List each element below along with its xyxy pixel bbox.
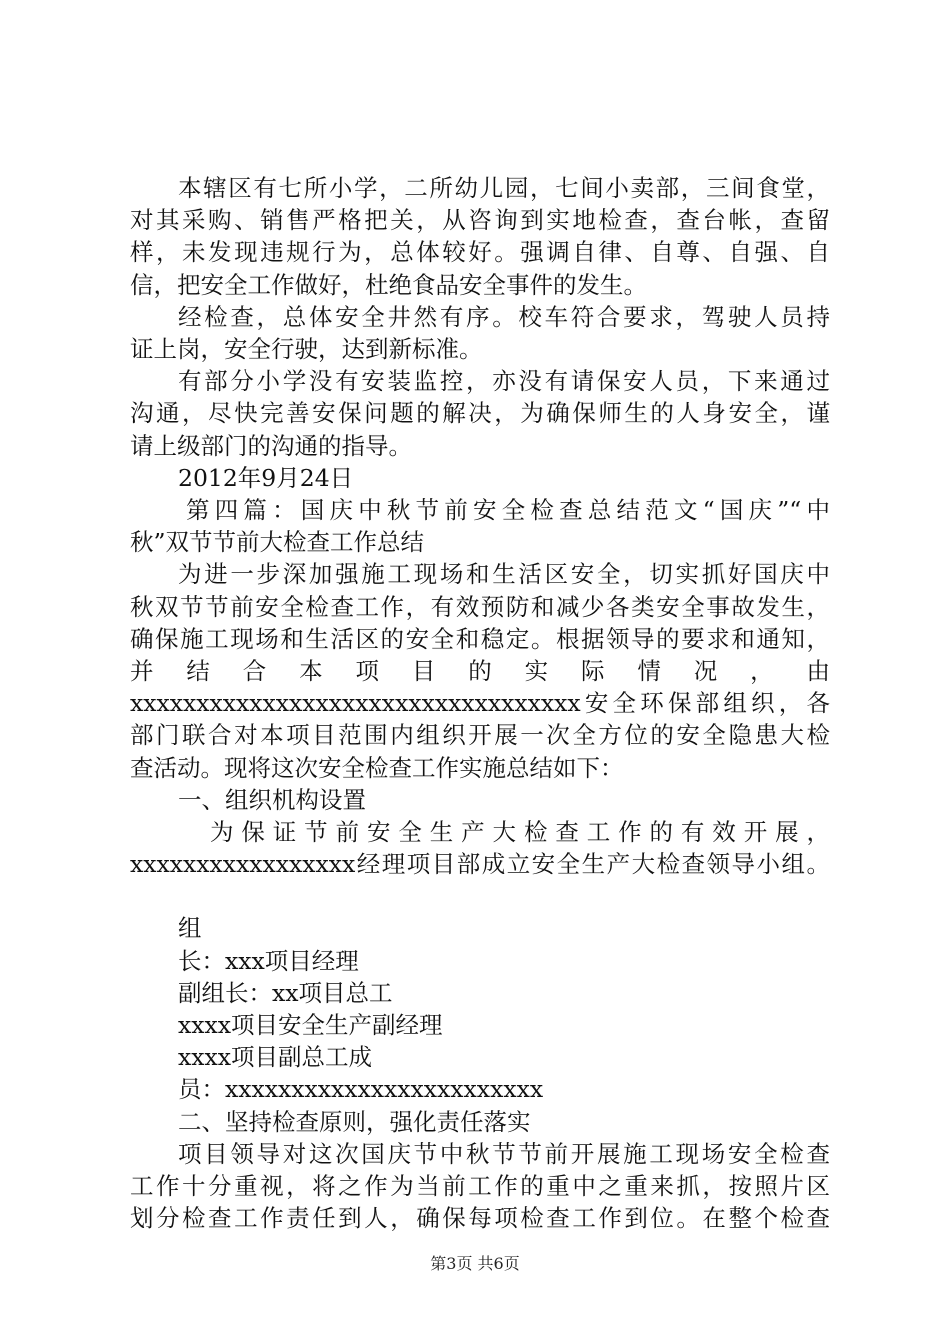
text-line: 沟通，尽快完善安保问题的解决，为确保师生的人身安全，谨 [130,399,830,428]
section-title: 二、坚持检查原则，强化责任落实 [178,1107,531,1136]
paragraph-canteen-inspection [130,172,830,301]
organization-list [130,912,830,1105]
section-title: 一、组织机构设置 [178,785,366,814]
heading-line: 第四篇：国庆中秋节前安全检查总结范文“国庆”“中 [186,496,830,525]
paragraph-inspection-principle [130,1138,830,1235]
text-line: 划分检查工作责任到人，确保每项检查工作到位。在整个检查 [130,1204,830,1233]
text-line: 并 结 合 本 项 目 的 实 际 情 况 ， 由 [130,657,830,686]
org-line: 组 [178,914,202,943]
paragraph-monitoring [130,365,830,462]
paragraph-introduction [130,558,830,783]
text-line: 秋双节节前安全检查工作，有效预防和减少各类安全事故发生， [130,592,830,621]
text-line: 本辖区有七所小学，二所幼儿园，七间小卖部，三间食堂， [178,174,830,202]
text-line: 项目领导对这次国庆节中秋节节前开展施工现场安全检查 [178,1139,830,1168]
text-line: 查活动。现将这次安全检查工作实施总结如下： [130,753,624,782]
text-line: 信，把安全工作做好，杜绝食品安全事件的发生。 [130,270,647,299]
text-line: 为 保 证 节 前 安 全 生 产 大 检 查 工 作 的 有 效 开 展 ， [210,818,830,847]
paragraph-leadership-group [130,816,830,880]
org-line: xxxx项目安全生产副经理 [178,1011,443,1040]
text-line: 有部分小学没有安装监控，亦没有请保安人员，下来通过 [178,367,830,396]
org-line: 长：xxx项目经理 [178,946,359,975]
document-date: 2012年9月24日 [178,463,354,492]
text-line: 对其采购、销售严格把关，从咨询到实地检查，查台帐，查留 [130,206,830,235]
org-line: xxxx项目副总工成 [178,1043,373,1072]
text-line: 部门联合对本项目范围内组织开展一次全方位的安全隐患大检 [130,721,830,750]
text-line: 样，未发现违规行为，总体较好。强调自律、自尊、自强、自 [130,238,830,267]
blank-space [130,880,830,912]
page-footer: 第3页 共6页 [430,1254,520,1273]
article-heading [130,494,830,558]
document-body [130,172,830,1235]
heading-line: 秋”双节节前大检查工作总结 [130,528,425,557]
text-line: xxxxxxxxxxxxxxxxxxxxxxxxxxxxxxxxxx安全环保部组织，各 [130,689,830,718]
org-line: 副组长：xx项目总工 [178,978,393,1007]
org-line: 员：xxxxxxxxxxxxxxxxxxxxxxxx [178,1075,544,1104]
text-line: 请上级部门的沟通的指导。 [130,431,412,460]
text-line: xxxxxxxxxxxxxxxxx经理项目部成立安全生产大检查领导小组。 [130,850,830,879]
text-line: 工作十分重视，将之作为当前工作的重中之重来抓，按照片区 [130,1172,830,1201]
text-line: 为进一步深加强施工现场和生活区安全，切实抓好国庆中 [178,560,830,589]
paragraph-school-bus [130,301,830,365]
text-line: 证上岗，安全行驶，达到新标准。 [130,335,483,364]
text-line: 经检查，总体安全井然有序。校车符合要求，驾驶人员持 [178,302,830,331]
text-line: 确保施工现场和生活区的安全和稳定。根据领导的要求和通知， [130,624,830,653]
